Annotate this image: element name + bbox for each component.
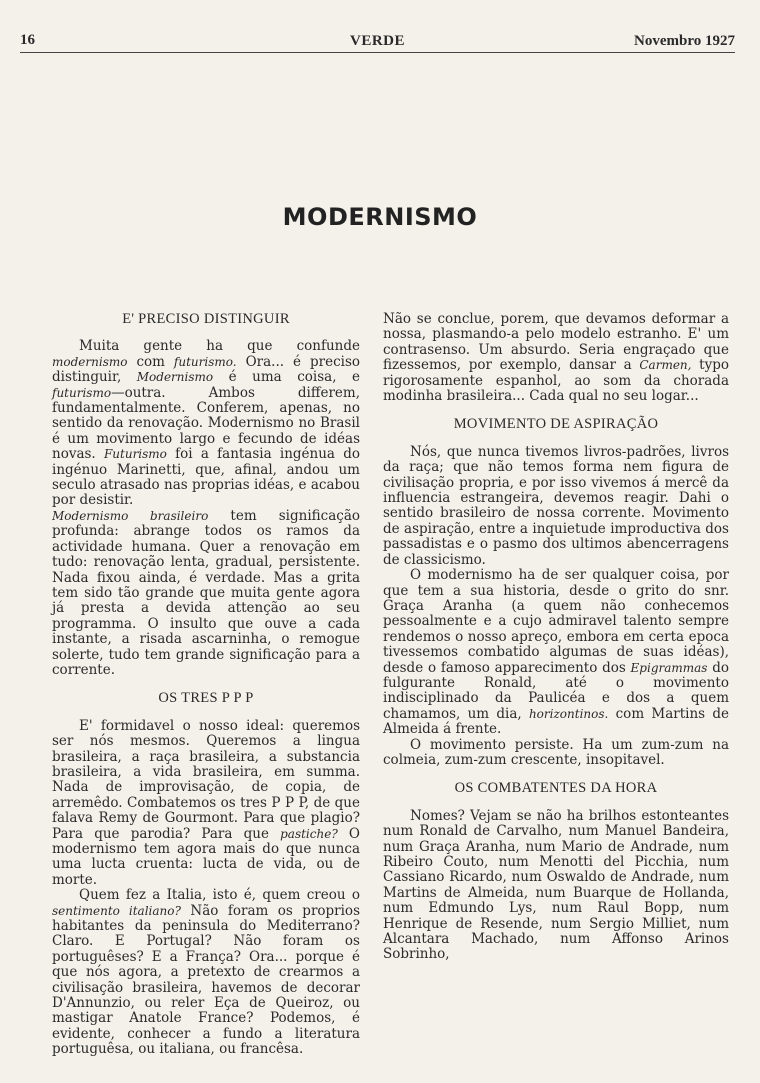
- magazine-title: VERDE: [349, 33, 405, 49]
- paragraph: Nós, que nunca tivemos livros-padrões, livros da raça; que não temos forma nem figura de civilisação propria, e por isso vivemos á mercê da influencia estrangeira, devemos reagir. Dahi o sentido brasileiro de nossa corrente. Movimento de aspiração, entre a inquietude improductiva dos passadistas e o pasmo dos ultimos abencerragens de classicismo.: [383, 443, 729, 568]
- left-column: [52, 312, 360, 1058]
- page-header: [20, 30, 735, 53]
- section-heading-tres-ppp: OS TRES P P P: [158, 690, 254, 707]
- page-number: 16: [20, 32, 35, 48]
- issue-date: Novembro 1927: [634, 33, 735, 49]
- paragraph: Não se conclue, porem, que devamos deformar a nossa, plasmando-a pelo modelo estranho. E' um contrasenso. Um absurdo. Seria engraçado que fizessemos, por exemplo, dansar a Carmen, typo rigorosamente espanhol, ao som da chorada modinha brasileira... Cada qual no seu logar...: [383, 311, 729, 405]
- section-heading-preciso-distinguir: E' PRECISO DISTINGUIR: [122, 311, 290, 327]
- paragraph: Quem fez a Italia, isto é, quem creou o sentimento italiano? Não foram os proprios habitantes da peninsula do Mediterrano? Claro. E Portugal? Não foram os portuguêses? E a França? Ora... porque é que nós agora, a pretexto de crearmos a civilisação brasileira, havemos de decorar D'Annunzio, ou reler Eça de Queiroz, ou mastigar Anatole France? Podemos, é evidente, conhecer a fundo a literatura portuguêsa, ou italiana, ou francêsa.: [52, 887, 360, 1058]
- right-column: [383, 312, 729, 963]
- section-heading-combatentes: OS COMBATENTES DA HORA: [454, 780, 658, 797]
- paragraph: O movimento persiste. Ha um zum-zum na colmeia, zum-zum crescente, insopitavel.: [383, 736, 729, 768]
- section-heading-movimento-aspiracao: MOVIMENTO DE ASPIRAÇÃO: [453, 416, 659, 433]
- paragraph: O modernismo ha de ser qualquer coisa, por que tem a sua historia, desde o grito do snr. Graça Aranha (a quem não conhecemos pessoalmente e a cujo admiravel talento sempre rendemos o nosso apreço, embora em certa epoca tivessemos combatido algumas de suas idéas), desde o famoso apparecimento dos Epigrammas do fulgurante Ronald, até o movimento indisciplinado da Paulicéa e dos a quem chamamos, um dia, horizontinos. com Martins de Almeida á frente.: [383, 567, 729, 738]
- paragraph: E' formidavel o nosso ideal: queremos ser nós mesmos. Queremos a lingua brasileira, a raça brasileira, a substancia brasileira, a vida brasileira, em summa. Nada de improvisação, de copia, de arremêdo. Combatemos os tres P P P, de que falava Remy de Gourmont. Para que plagio? Para que parodia? Para que pastiche? O modernismo tem agora mais do que nunca uma lucta cruenta: lucta de vida, ou de morte.: [52, 717, 360, 888]
- paragraph: Nomes? Vejam se não ha brilhos estonteantes num Ronald de Carvalho, num Manuel Bandeira, num Graça Aranha, num Mario de Andrade, num Ribeiro Couto, num Menotti del Picchia, num Cassiano Ricardo, num Oswaldo de Andrade, num Martins de Almeida, num Buarque de Hollanda, num Edmundo Lys, num Raul Bopp, num Henrique de Resende, num Sergio Milliet, num Alcantara Machado, num Affonso Arinos Sobrinho,: [383, 807, 729, 963]
- article-title: MODERNISMO: [282, 203, 478, 231]
- paragraph: Modernismo brasileiro tem significação profunda: abrange todos os ramos da actividade humana. Quer a renovação em tudo: renovação lenta, gradual, persistente. Nada fixou ainda, é verdade. Mas a grita tem sido tão grande que muita gente agora já presta a devida attenção ao seu programma. O insulto que ouve a cada instante, a risada ascarninha, o remogue solerte, tudo tem grande significação para a corrente.: [52, 507, 360, 678]
- paragraph: Muita gente ha que confunde modernismo com futurismo. Ora... é preciso distinguir, Modernismo é uma coisa, e futurismo—outra. Ambos differem, fundamentalmente. Conferem, apenas, no sentido da renovação. Modernismo no Brasil é um movimento largo e fecundo de idéas novas. Futurismo foi a fantasia ingénua do ingénuo Marinetti, que, afinal, andou um seculo atrasado nas proprias idéas, e acabou por desistir.: [52, 338, 360, 509]
